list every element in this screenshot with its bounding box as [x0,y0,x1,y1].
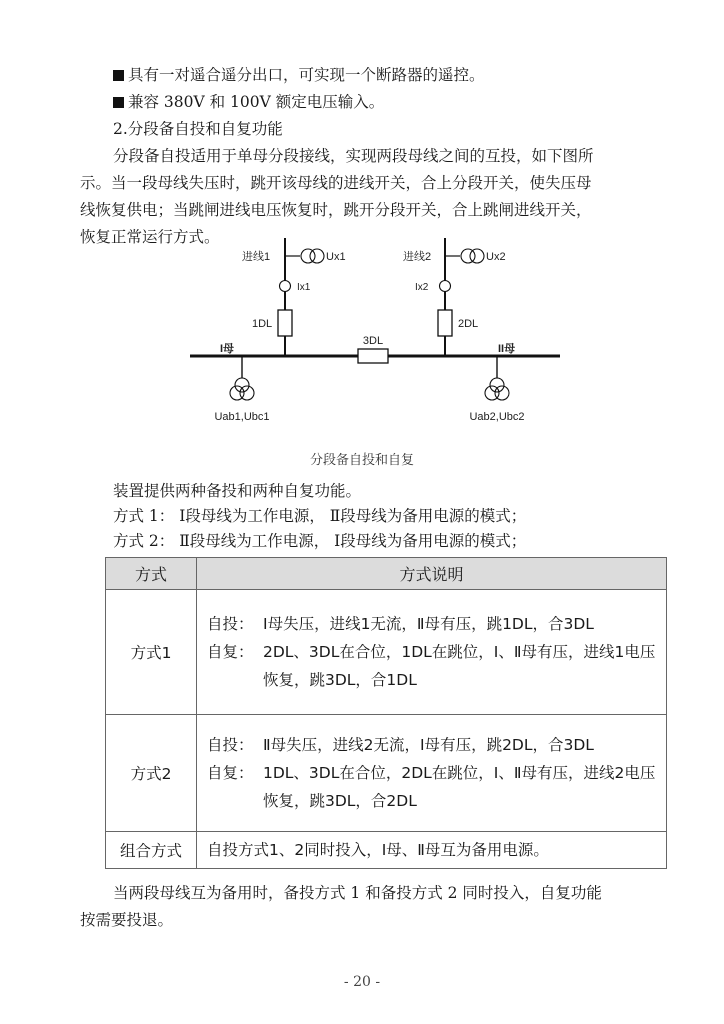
square-bullet-icon [113,70,124,81]
bus-ii-label: II母 [498,343,516,355]
voltage-transformer-1-icon [301,249,315,263]
bullet-remote-control: 具有一对遥合遥分出口，可实现一个断路器的遥控。 [113,62,693,88]
mode-table [105,557,667,869]
current-transformer-2-icon [440,281,451,292]
paragraph-line: 线恢复供电；当跳闸进线电压恢复时，跳开分段开关，合上跳闸进线开关， [80,201,592,219]
mode-name: 组合方式 [106,832,197,869]
column-header-mode: 方式 [106,558,197,590]
square-bullet-icon [113,97,124,108]
ix1-label: Ix1 [297,282,311,293]
table-row [106,590,667,715]
paragraph-line: 分段备自投适用于单母分段接线，实现两段母线之间的互投，如下图所 [113,147,594,165]
column-header-description: 方式说明 [197,558,667,590]
uab2-label: Uab2,Ubc2 [469,411,525,423]
incoming-1-label: 进线1 [242,251,271,263]
closing-paragraph-line: 按需要投退。 [80,911,174,929]
paragraph-line: 恢复正常运行方式。 [80,228,220,246]
breaker-1dl-label: 1DL [252,318,273,330]
breaker-2dl-label: 2DL [458,318,479,330]
uab1-label: Uab1,Ubc1 [214,411,270,423]
incoming-2-label: 进线2 [403,251,432,263]
mode-description: 自投： Ⅱ母失压，进线2无流，Ⅰ母有压，跳2DL，合3DL 自复： 1DL、3DL在合位，2DL在跳位，Ⅰ、Ⅱ母有压，进线2电压恢复，跳3DL，合2DL [197,715,667,832]
mode-name: 方式2 [106,715,197,832]
table-header-row [106,558,667,590]
bus-pt-2-icon [490,378,504,392]
bullet-voltage-input: 兼容 380V 和 100V 额定电压输入。 [113,89,693,115]
breaker-3dl [358,349,388,363]
breaker-3dl-label: 3DL [362,335,384,347]
voltage-transformer-2-icon [461,249,475,263]
bus-pt-1-icon [235,378,249,392]
table-row [106,832,667,869]
mode-name: 方式1 [106,590,197,715]
sectionalized-bus-diagram [190,230,560,430]
breaker-2dl [438,310,452,336]
figure-caption: 分段备自投和自复 [309,452,414,467]
ux2-label: Ux2 [486,251,506,263]
mode-description: 自投方式1、2同时投入，Ⅰ母、Ⅱ母互为备用电源。 [197,832,667,869]
closing-paragraph-line: 当两段母线互为备用时，备投方式 1 和备投方式 2 同时投入，自复功能 [113,884,602,902]
ix2-label: Ix2 [415,282,429,293]
mode-2-description: 方式 2： Ⅱ段母线为工作电源， Ⅰ段母线为备用电源的模式； [113,532,527,550]
current-transformer-1-icon [280,281,291,292]
section-heading: 2.分段备自投和自复功能 [113,120,283,138]
mode-description: 自投： Ⅰ母失压，进线1无流，Ⅱ母有压，跳1DL，合3DL 自复： 2DL、3DL在合位，1DL在跳位，Ⅰ、Ⅱ母有压，进线1电压恢复，跳3DL，合1DL [197,590,667,715]
paragraph-line: 示。当一段母线失压时，跳开该母线的进线开关，合上分段开关，使失压母 [80,174,592,192]
page-number: - 20 - [343,974,381,990]
table-row [106,715,667,832]
mode-1-description: 方式 1： Ⅰ段母线为工作电源， Ⅱ段母线为备用电源的模式； [113,507,527,525]
breaker-1dl [278,310,292,336]
modes-intro: 装置提供两种备投和两种自复功能。 [113,482,362,500]
bus-i-label: I母 [220,343,235,355]
ux1-label: Ux1 [326,251,346,263]
